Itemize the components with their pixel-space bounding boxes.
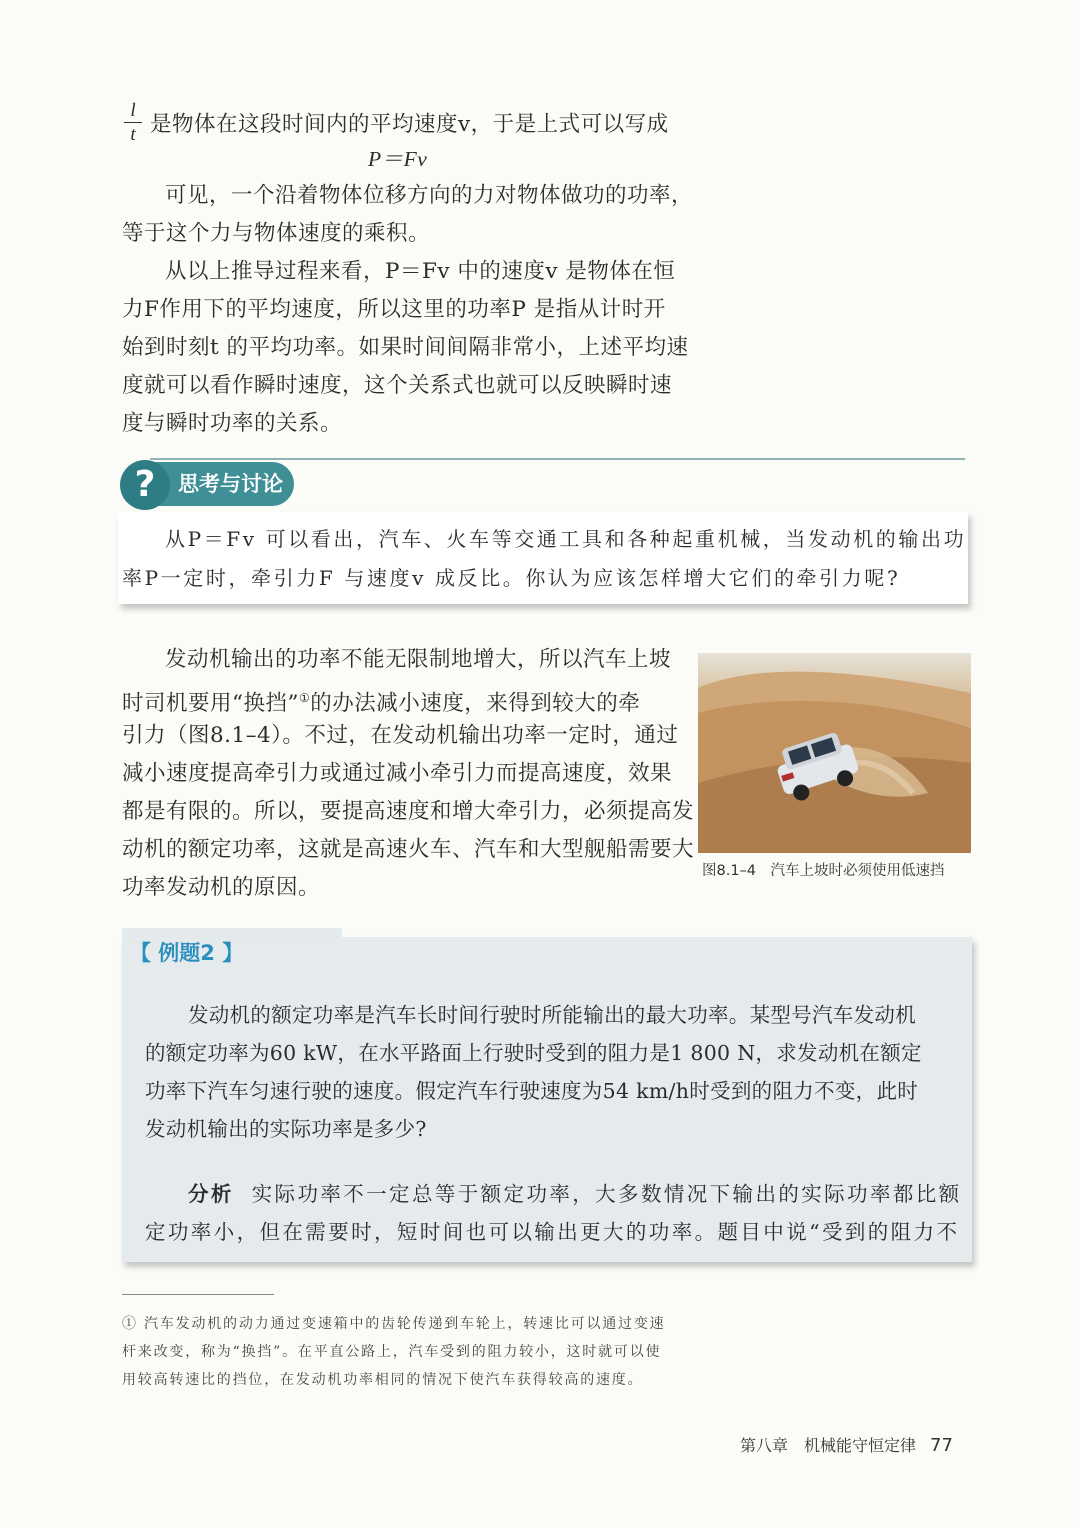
figure-caption: 图8.1–4 汽车上坡时必须使用低速挡 xyxy=(702,863,945,879)
paragraph-line: 功率发动机的原因。 xyxy=(122,875,321,900)
paragraph-line: 减小速度提高牵引力或通过减小牵引力而提高速度，效果 xyxy=(122,761,673,786)
car-on-dune-illustration xyxy=(698,653,971,853)
paragraph-line: 始到时刻t 的平均功率。如果时间间隔非常小，上述平均速 xyxy=(122,335,689,360)
think-line: 从P＝Fv 可以看出，汽车、火车等交通工具和各种起重机械，当发动机的输出功 xyxy=(165,527,967,551)
paragraph-line: 等于这个力与物体速度的乘积。 xyxy=(122,221,431,246)
footnote-divider xyxy=(122,1294,274,1295)
section-divider xyxy=(150,458,965,460)
fraction-numerator: l xyxy=(130,100,136,121)
chapter-title: 第八章 机械能守恒定律 xyxy=(740,1436,917,1455)
paragraph-line: 都是有限的。所以，要提高速度和增大牵引力，必须提高发 xyxy=(122,799,695,824)
footnote-line: 杆来改变，称为“换挡”。在平直公路上，汽车受到的阻力较小，这时就可以使 xyxy=(122,1344,662,1360)
example-line: 的额定功率为60 kW，在水平路面上行驶时受到的阻力是1 800 N，求发动机在额定 xyxy=(145,1041,922,1065)
paragraph-line: 引力（图8.1–4）。不过，在发动机输出功率一定时，通过 xyxy=(122,723,679,748)
fraction-l-over-t xyxy=(122,100,144,145)
paragraph-line: 发动机输出的功率不能无限制地增大，所以汽车上坡 xyxy=(165,647,672,672)
paragraph-line: 度就可以看作瞬时速度，这个关系式也就可以反映瞬时速 xyxy=(122,373,673,398)
analysis-line xyxy=(188,1175,962,1213)
analysis-text: 实际功率不一定总等于额定功率，大多数情况下输出的实际功率都比额 xyxy=(251,1182,962,1206)
page-number: 77 xyxy=(930,1435,953,1456)
intro-line: 是物体在这段时间内的平均速度v，于是上式可以写成 xyxy=(150,112,669,137)
paragraph-line: 从以上推导过程来看，P＝Fv 中的速度v 是物体在恒 xyxy=(165,259,676,284)
fraction-denominator: t xyxy=(130,124,136,145)
paragraph-line: 动机的额定功率，这就是高速火车、汽车和大型舰船需要大 xyxy=(122,837,695,862)
think-line: 率P一定时，牵引力F 与速度v 成反比。你认为应该怎样增大它们的牵引力呢? xyxy=(122,566,901,590)
analysis-line: 定功率小，但在需要时，短时间也可以输出更大的功率。题目中说“受到的阻力不 xyxy=(145,1220,960,1244)
example-line: 发动机输出的实际功率是多少? xyxy=(145,1117,427,1141)
analysis-label: 分析 xyxy=(188,1182,234,1206)
footnote-line: 用较高转速比的挡位，在发动机功率相同的情况下使汽车获得较高的速度。 xyxy=(122,1372,644,1388)
car-on-sand-dune-photo xyxy=(698,653,971,853)
paragraph-text: 的办法减小速度，来得到较大的牵 xyxy=(310,691,641,717)
question-mark-icon: ? xyxy=(120,460,170,510)
example-line: 发动机的额定功率是汽车长时间行驶时所能输出的最大功率。某型号汽车发动机 xyxy=(188,1003,916,1027)
footnote-line: ① 汽车发动机的动力通过变速箱中的齿轮传递到车轮上，转速比可以通过变速 xyxy=(122,1316,666,1332)
example-title: 【 例题2 】 xyxy=(130,941,244,965)
paragraph-text: 时司机要用“换挡” xyxy=(122,691,299,717)
paragraph-line: 力F作用下的平均速度，所以这里的功率P 是指从计时开 xyxy=(122,297,666,322)
footnote-marker[interactable]: ① xyxy=(298,691,311,705)
think-discuss-badge xyxy=(122,462,294,506)
formula-p-fv: P＝Fv xyxy=(368,147,428,171)
think-discuss-title: 思考与讨论 xyxy=(178,472,283,496)
paragraph-line: 度与瞬时功率的关系。 xyxy=(122,411,343,436)
page-footer xyxy=(740,1432,953,1460)
paragraph-line: 可见，一个沿着物体位移方向的力对物体做功的功率， xyxy=(165,183,694,208)
example-line: 功率下汽车匀速行驶的速度。假定汽车行驶速度为54 km/h时受到的阻力不变，此时 xyxy=(145,1079,919,1103)
